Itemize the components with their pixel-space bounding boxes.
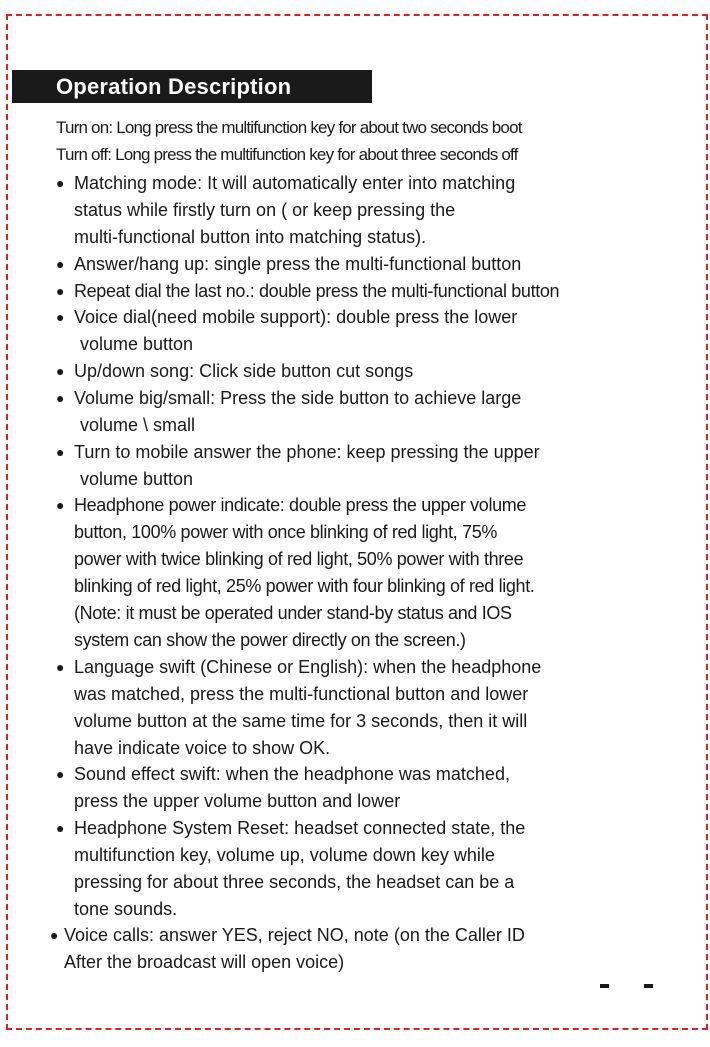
bullet-icon: ● xyxy=(56,309,65,325)
item-line: Matching mode: It will automatically enter into matching xyxy=(74,173,516,193)
item-line: volume button xyxy=(80,334,194,354)
item-line: Headphone power indicate: double press the upper volume xyxy=(74,495,527,515)
item-line: have indicate voice to show OK. xyxy=(74,738,331,758)
item-line: system can show the power directly on the screen.) xyxy=(74,630,466,650)
list-item-answer-hang-up xyxy=(56,251,686,278)
item-line: power with twice blinking of red light, 50% power with three xyxy=(74,549,524,569)
list-item-voice-calls xyxy=(50,922,680,976)
item-line: (Note: it must be operated under stand-by status and IOS xyxy=(74,603,512,623)
item-line: button, 100% power with once blinking of red light, 75% xyxy=(74,522,498,542)
list-item-matching-mode xyxy=(56,170,686,251)
list-item-volume xyxy=(56,385,686,439)
bullet-icon: ● xyxy=(56,363,65,379)
page-number-mark-left xyxy=(600,984,609,988)
list-item-power-indicate xyxy=(56,492,686,654)
bullet-icon: ● xyxy=(56,175,65,191)
item-line: Sound effect swift: when the headphone was matched, xyxy=(74,764,510,784)
item-line: Volume big/small: Press the side button to achieve large xyxy=(74,388,522,408)
item-line: was matched, press the multi-functional button and lower xyxy=(74,684,529,704)
turn-off-instruction: Turn off: Long press the multifunction key for about three seconds off xyxy=(56,145,518,164)
item-line: Language swift (Chinese or English): when the headphone xyxy=(74,657,542,677)
bullet-icon: ● xyxy=(56,659,65,675)
item-line: pressing for about three seconds, the headset can be a xyxy=(74,872,515,892)
item-line: Answer/hang up: single press the multi-functional button xyxy=(74,254,522,274)
list-item-system-reset xyxy=(56,815,686,923)
item-line: multifunction key, volume up, volume down key while xyxy=(74,845,495,865)
item-line: volume button at the same time for 3 seconds, then it will xyxy=(74,711,528,731)
item-line: Turn to mobile answer the phone: keep pressing the upper xyxy=(74,442,540,462)
item-line: After the broadcast will open voice) xyxy=(64,952,345,972)
item-line: Up/down song: Click side button cut songs xyxy=(74,361,414,381)
list-item-sound-effect xyxy=(56,761,686,815)
item-line: tone sounds. xyxy=(74,899,178,919)
list-item-voice-dial xyxy=(56,304,686,358)
bullet-icon: ● xyxy=(56,444,65,460)
item-line: volume button xyxy=(80,469,194,489)
list-item-repeat-dial xyxy=(56,278,686,305)
list-item-up-down-song xyxy=(56,358,686,385)
bullet-icon: ● xyxy=(56,283,65,299)
bullet-icon: ● xyxy=(56,766,65,782)
item-line: status while firstly turn on ( or keep pressing the xyxy=(74,200,456,220)
bullet-icon: ● xyxy=(56,497,65,513)
item-line: volume \ small xyxy=(80,415,196,435)
item-line: Repeat dial the last no.: double press the multi-functional button xyxy=(74,281,560,301)
bullet-icon: ● xyxy=(56,390,65,406)
item-line: blinking of red light, 25% power with four blinking of red light. xyxy=(74,576,535,596)
item-line: Voice calls: answer YES, reject NO, note (on the Caller ID xyxy=(64,925,525,945)
section-title: Operation Description xyxy=(12,70,372,103)
page-number-mark-right xyxy=(644,984,653,988)
item-line: press the upper volume button and lower xyxy=(74,791,401,811)
bullet-icon: ● xyxy=(50,927,59,943)
list-item-turn-to-mobile xyxy=(56,439,686,493)
bullet-icon: ● xyxy=(56,256,65,272)
bullet-icon: ● xyxy=(56,820,65,836)
turn-on-instruction: Turn on: Long press the multifunction key for about two seconds boot xyxy=(56,118,522,137)
item-line: multi-functional button into matching status). xyxy=(74,227,427,247)
item-line: Voice dial(need mobile support): double press the lower xyxy=(74,307,518,327)
item-line: Headphone System Reset: headset connected state, the xyxy=(74,818,526,838)
list-item-language-swift xyxy=(56,654,686,762)
